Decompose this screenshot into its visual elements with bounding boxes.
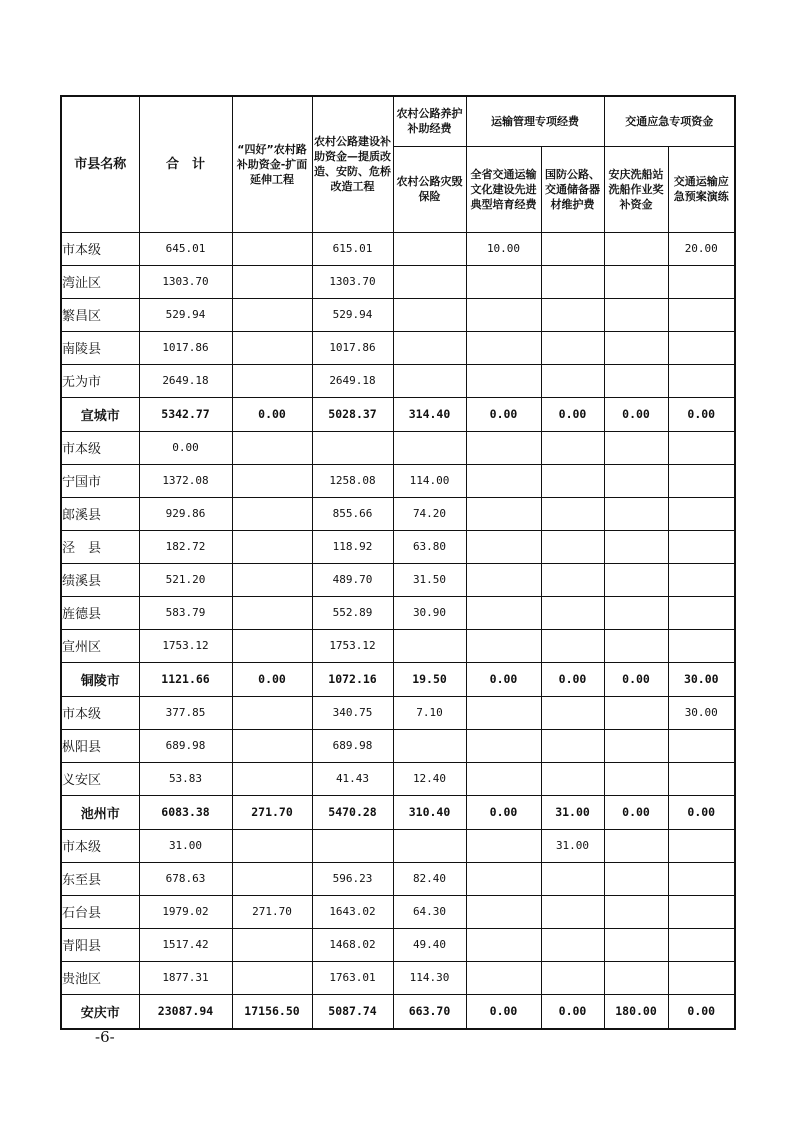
table-row [61,895,735,928]
amount-cell [668,298,735,331]
amount-cell [668,829,735,862]
amount-cell [668,862,735,895]
amount-cell [232,331,312,364]
amount-cell: 271.70 [232,895,312,928]
header-yunshu-2: 国防公路、交通储备器材维护费 [541,146,604,232]
table-row [61,596,735,629]
amount-cell [541,265,604,298]
table-row [61,232,735,265]
amount-cell: 678.63 [139,862,232,895]
region-name-cell: 东至县 [61,862,139,895]
table-row [61,298,735,331]
amount-cell [541,961,604,994]
header-county-name: 市县名称 [61,96,139,232]
amount-cell [604,464,668,497]
amount-cell [232,497,312,530]
amount-cell: 1121.66 [139,662,232,696]
table-row [61,696,735,729]
amount-cell [393,829,466,862]
amount-cell [604,497,668,530]
region-name-cell: 铜陵市 [61,662,139,696]
amount-cell [393,298,466,331]
city-total-row [61,397,735,431]
amount-cell: 5087.74 [312,994,393,1029]
amount-cell [668,596,735,629]
amount-cell: 30.00 [668,696,735,729]
header-total: 合 计 [139,96,232,232]
amount-cell: 314.40 [393,397,466,431]
page-number: -6- [95,1028,115,1046]
amount-cell [604,530,668,563]
region-name-cell: 绩溪县 [61,563,139,596]
table-row [61,729,735,762]
amount-cell [604,895,668,928]
amount-cell: 340.75 [312,696,393,729]
amount-cell: 0.00 [232,662,312,696]
amount-cell [604,629,668,662]
region-name-cell: 郎溪县 [61,497,139,530]
amount-cell: 529.94 [312,298,393,331]
region-name-cell: 枞阳县 [61,729,139,762]
amount-cell [541,331,604,364]
region-name-cell: 市本级 [61,232,139,265]
amount-cell [604,431,668,464]
amount-cell: 0.00 [604,397,668,431]
amount-cell: 0.00 [139,431,232,464]
amount-cell [466,629,541,662]
amount-cell [466,298,541,331]
amount-cell: 180.00 [604,994,668,1029]
amount-cell [541,431,604,464]
amount-cell: 689.98 [312,729,393,762]
amount-cell: 63.80 [393,530,466,563]
table-row [61,829,735,862]
table-row [61,464,735,497]
region-name-cell: 石台县 [61,895,139,928]
amount-cell: 30.90 [393,596,466,629]
amount-cell: 855.66 [312,497,393,530]
amount-cell [466,331,541,364]
amount-cell: 552.89 [312,596,393,629]
amount-cell: 1468.02 [312,928,393,961]
table-row [61,497,735,530]
funding-table [60,95,736,1030]
amount-cell [393,364,466,397]
amount-cell: 10.00 [466,232,541,265]
table-row [61,331,735,364]
amount-cell [232,596,312,629]
table-row [61,862,735,895]
amount-cell: 64.30 [393,895,466,928]
amount-cell: 1017.86 [139,331,232,364]
amount-cell [232,232,312,265]
amount-cell [232,928,312,961]
amount-cell [541,762,604,795]
amount-cell [668,762,735,795]
amount-cell: 1303.70 [139,265,232,298]
region-name-cell: 旌德县 [61,596,139,629]
amount-cell [232,298,312,331]
amount-cell [604,364,668,397]
amount-cell: 310.40 [393,795,466,829]
amount-cell: 583.79 [139,596,232,629]
table-row [61,928,735,961]
table-row [61,530,735,563]
amount-cell [668,629,735,662]
region-name-cell: 安庆市 [61,994,139,1029]
amount-cell: 5470.28 [312,795,393,829]
amount-cell [541,497,604,530]
amount-cell [312,829,393,862]
header-yanghu-sub: 农村公路灾毁保险 [393,146,466,232]
amount-cell [668,961,735,994]
table-row [61,265,735,298]
amount-cell: 1643.02 [312,895,393,928]
amount-cell: 529.94 [139,298,232,331]
amount-cell [466,696,541,729]
amount-cell [668,928,735,961]
amount-cell: 0.00 [668,994,735,1029]
amount-cell [232,629,312,662]
amount-cell [466,596,541,629]
amount-cell [466,265,541,298]
amount-cell: 645.01 [139,232,232,265]
amount-cell [232,563,312,596]
header-yingji-2: 交通运输应急预案演练 [668,146,735,232]
amount-cell [604,762,668,795]
amount-cell [466,928,541,961]
amount-cell: 82.40 [393,862,466,895]
header-group-yanghu: 农村公路养护补助经费 [393,96,466,146]
amount-cell: 5028.37 [312,397,393,431]
amount-cell [232,862,312,895]
amount-cell [393,232,466,265]
amount-cell [466,729,541,762]
amount-cell [393,331,466,364]
amount-cell: 271.70 [232,795,312,829]
amount-cell: 0.00 [604,795,668,829]
amount-cell [232,961,312,994]
amount-cell [541,928,604,961]
amount-cell [541,729,604,762]
amount-cell [668,364,735,397]
amount-cell: 31.00 [541,795,604,829]
amount-cell: 2649.18 [139,364,232,397]
amount-cell [668,563,735,596]
region-name-cell: 繁昌区 [61,298,139,331]
amount-cell: 1372.08 [139,464,232,497]
amount-cell: 377.85 [139,696,232,729]
amount-cell: 1763.01 [312,961,393,994]
amount-cell: 1258.08 [312,464,393,497]
amount-cell: 2649.18 [312,364,393,397]
amount-cell [541,629,604,662]
amount-cell [668,331,735,364]
table-row [61,961,735,994]
amount-cell [668,431,735,464]
amount-cell: 929.86 [139,497,232,530]
amount-cell: 1303.70 [312,265,393,298]
amount-cell [604,563,668,596]
amount-cell [393,629,466,662]
amount-cell: 596.23 [312,862,393,895]
amount-cell [541,464,604,497]
amount-cell: 23087.94 [139,994,232,1029]
header-yingji-1: 安庆洗船站洗船作业奖补资金 [604,146,668,232]
amount-cell: 1753.12 [312,629,393,662]
amount-cell [604,596,668,629]
amount-cell: 1017.86 [312,331,393,364]
region-name-cell: 湾沚区 [61,265,139,298]
amount-cell [541,232,604,265]
table-row [61,629,735,662]
amount-cell: 0.00 [604,662,668,696]
amount-cell [232,696,312,729]
amount-cell [466,895,541,928]
amount-cell [393,729,466,762]
amount-cell [466,364,541,397]
region-name-cell: 泾 县 [61,530,139,563]
amount-cell: 1877.31 [139,961,232,994]
amount-cell: 12.40 [393,762,466,795]
region-name-cell: 南陵县 [61,331,139,364]
amount-cell [541,862,604,895]
amount-cell [604,298,668,331]
amount-cell [668,895,735,928]
amount-cell [232,431,312,464]
amount-cell: 31.00 [139,829,232,862]
region-name-cell: 青阳县 [61,928,139,961]
amount-cell: 615.01 [312,232,393,265]
amount-cell: 1517.42 [139,928,232,961]
amount-cell [466,862,541,895]
amount-cell [541,563,604,596]
amount-cell: 31.00 [541,829,604,862]
amount-cell: 0.00 [541,662,604,696]
amount-cell: 689.98 [139,729,232,762]
amount-cell [466,497,541,530]
amount-cell: 489.70 [312,563,393,596]
table-body [61,232,735,1029]
amount-cell [668,464,735,497]
amount-cell [541,298,604,331]
amount-cell [393,431,466,464]
amount-cell [604,829,668,862]
header-jianshe: 农村公路建设补助资金—提质改造、安防、危桥改造工程 [312,96,393,232]
region-name-cell: 义安区 [61,762,139,795]
city-total-row [61,662,735,696]
amount-cell: 19.50 [393,662,466,696]
amount-cell [604,729,668,762]
amount-cell: 30.00 [668,662,735,696]
amount-cell [232,729,312,762]
amount-cell: 663.70 [393,994,466,1029]
amount-cell [541,895,604,928]
amount-cell: 114.00 [393,464,466,497]
amount-cell: 0.00 [466,662,541,696]
amount-cell: 31.50 [393,563,466,596]
table-row [61,762,735,795]
amount-cell [393,265,466,298]
amount-cell: 20.00 [668,232,735,265]
amount-cell [541,364,604,397]
region-name-cell: 宁国市 [61,464,139,497]
amount-cell [232,364,312,397]
amount-cell [668,265,735,298]
table-row [61,563,735,596]
amount-cell [466,762,541,795]
amount-cell [668,729,735,762]
amount-cell: 0.00 [466,994,541,1029]
amount-cell [466,829,541,862]
amount-cell: 1753.12 [139,629,232,662]
amount-cell: 53.83 [139,762,232,795]
amount-cell [604,331,668,364]
table-row [61,431,735,464]
amount-cell [668,497,735,530]
amount-cell [668,530,735,563]
amount-cell: 0.00 [466,397,541,431]
amount-cell [312,431,393,464]
amount-cell [604,232,668,265]
amount-cell [541,596,604,629]
amount-cell: 41.43 [312,762,393,795]
amount-cell [604,862,668,895]
amount-cell [232,829,312,862]
amount-cell: 182.72 [139,530,232,563]
amount-cell [466,961,541,994]
region-name-cell: 市本级 [61,829,139,862]
amount-cell: 0.00 [668,795,735,829]
amount-cell [466,464,541,497]
amount-cell: 118.92 [312,530,393,563]
amount-cell: 0.00 [541,397,604,431]
amount-cell: 0.00 [541,994,604,1029]
amount-cell [541,696,604,729]
amount-cell: 0.00 [232,397,312,431]
header-yunshu-1: 全省交通运输文化建设先进典型培育经费 [466,146,541,232]
amount-cell: 6083.38 [139,795,232,829]
amount-cell: 49.40 [393,928,466,961]
amount-cell [466,431,541,464]
header-sihao: “四好”农村路补助资金-扩面延伸工程 [232,96,312,232]
amount-cell: 1979.02 [139,895,232,928]
amount-cell [604,961,668,994]
amount-cell [232,530,312,563]
amount-cell [466,530,541,563]
amount-cell [232,464,312,497]
amount-cell [604,928,668,961]
amount-cell [232,265,312,298]
city-total-row [61,994,735,1029]
header-group-yunshu: 运输管理专项经费 [466,96,604,146]
region-name-cell: 无为市 [61,364,139,397]
amount-cell: 7.10 [393,696,466,729]
amount-cell: 114.30 [393,961,466,994]
amount-cell [604,696,668,729]
amount-cell: 0.00 [668,397,735,431]
amount-cell: 1072.16 [312,662,393,696]
amount-cell: 5342.77 [139,397,232,431]
amount-cell [466,563,541,596]
amount-cell [232,762,312,795]
region-name-cell: 贵池区 [61,961,139,994]
amount-cell [604,265,668,298]
amount-cell: 521.20 [139,563,232,596]
table-row [61,364,735,397]
header-group-yingji: 交通应急专项资金 [604,96,735,146]
region-name-cell: 池州市 [61,795,139,829]
city-total-row [61,795,735,829]
region-name-cell: 市本级 [61,431,139,464]
region-name-cell: 市本级 [61,696,139,729]
amount-cell [541,530,604,563]
amount-cell: 17156.50 [232,994,312,1029]
amount-cell: 0.00 [466,795,541,829]
amount-cell: 74.20 [393,497,466,530]
region-name-cell: 宣州区 [61,629,139,662]
region-name-cell: 宣城市 [61,397,139,431]
